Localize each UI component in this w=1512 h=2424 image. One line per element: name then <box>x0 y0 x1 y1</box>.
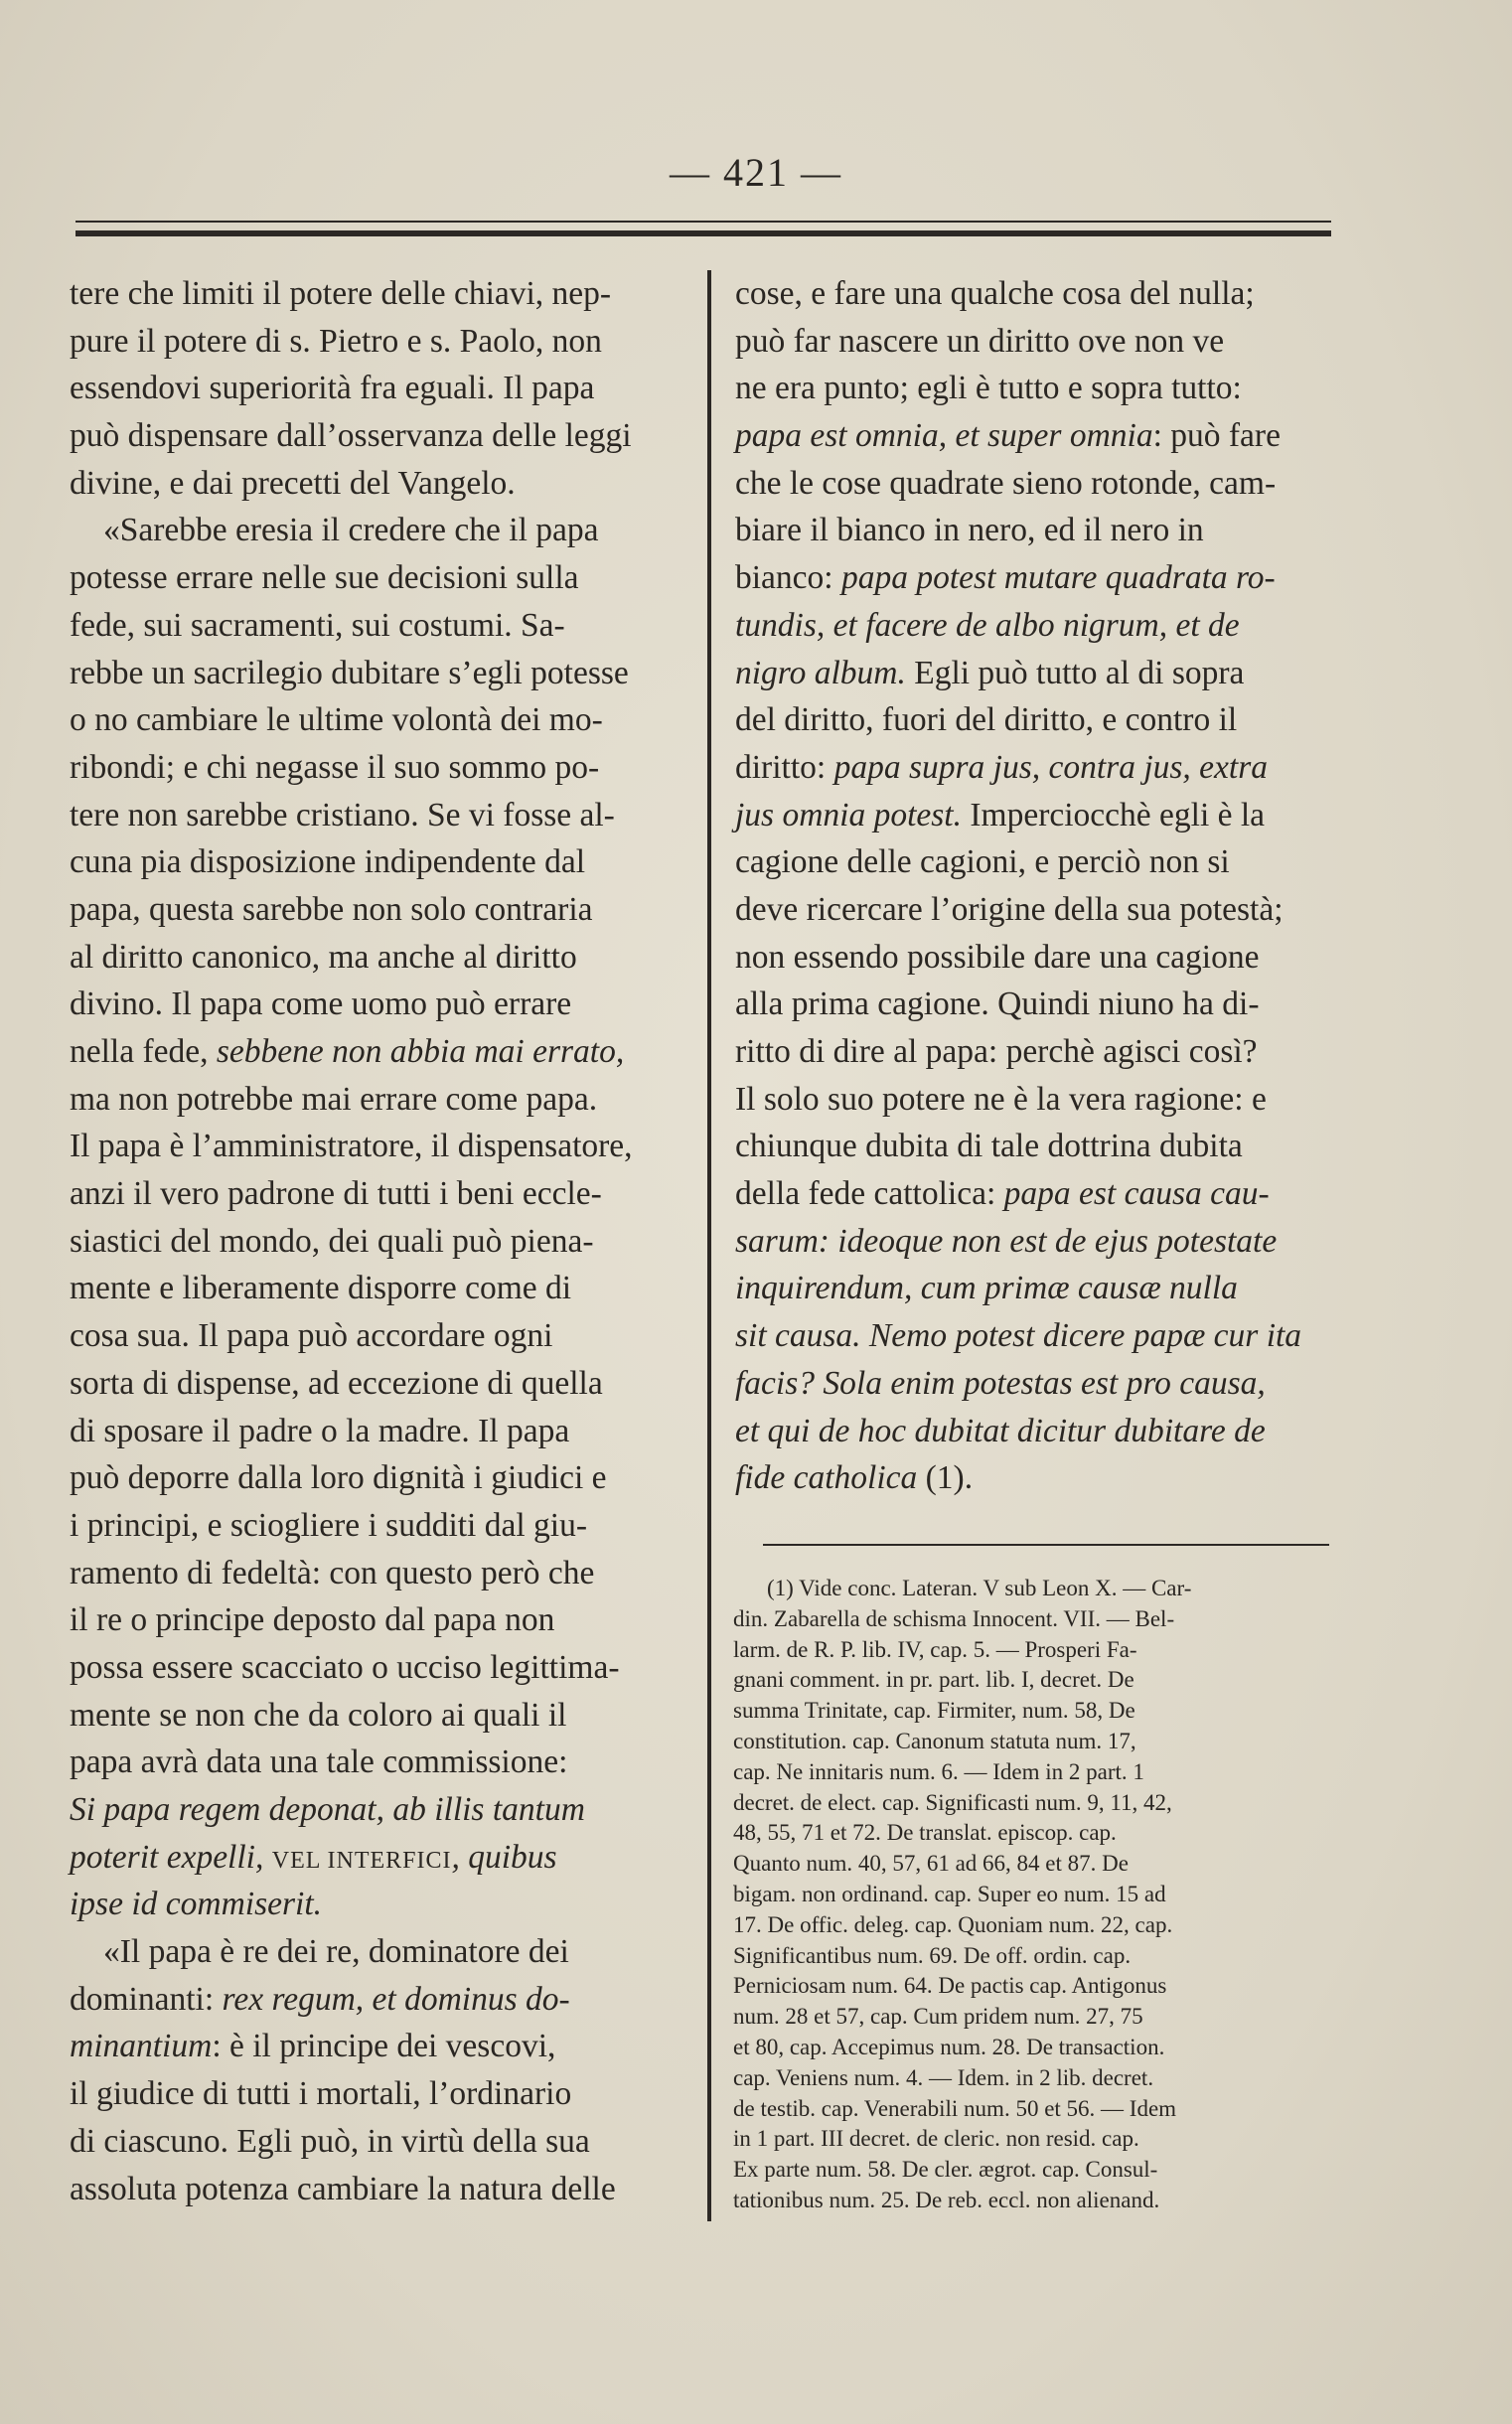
footnote-rule <box>763 1544 1329 1546</box>
text-line: divino. Il papa come uomo può errare <box>70 985 572 1023</box>
text-line: rebbe un sacrilegio dubitare s’egli potesse <box>70 654 629 691</box>
text-line: nella fede, <box>70 1033 217 1070</box>
header-rule-thick <box>76 230 1331 236</box>
text-line: chiunque dubita di tale dottrina dubita <box>735 1128 1243 1165</box>
text-line: ramento di fedeltà: con questo però che <box>70 1554 595 1591</box>
latin-phrase: papa est causa cau- <box>1003 1175 1270 1213</box>
latin-phrase: rex regum, et dominus do- <box>222 1980 570 2018</box>
text-line: Imperciocchè egli è la <box>962 796 1266 833</box>
latin-phrase: et qui de hoc dubitat dicitur dubitare de <box>735 1412 1266 1449</box>
text-line: può deporre dalla loro dignità i giudici e <box>70 1459 607 1497</box>
latin-phrase: facis? Sola enim potestas est pro causa, <box>735 1364 1266 1402</box>
text-line: al diritto canonico, ma anche al diritto <box>70 938 577 976</box>
text-line: Egli può tutto al di sopra <box>905 654 1245 691</box>
text-line: ribondi; e chi negasse il suo sommo po- <box>70 748 600 786</box>
right-column <box>735 270 1345 1502</box>
text-line: può dispensare dall’osservanza delle leggi <box>70 417 632 455</box>
text-line: «Il papa è re dei re, dominatore dei <box>103 1933 569 1971</box>
text-line: papa avrà data una tale commissione: <box>70 1743 568 1781</box>
text-line: bianco: <box>735 559 841 597</box>
text-line: essendovi superiorità fra eguali. Il papa <box>70 370 595 407</box>
footnote-line: bigam. non ordinand. cap. Super eo num. 15 ad <box>733 1881 1166 1906</box>
footnote-line: din. Zabarella de schisma Innocent. VII. — Bel- <box>733 1605 1175 1631</box>
footnote-line: (1) Vide conc. Lateran. V sub Leon X. — Car- <box>767 1576 1192 1600</box>
text-line: anzi il vero padrone di tutti i beni eccle- <box>70 1175 602 1213</box>
footnote-line: tationibus num. 25. De reb. eccl. non alienand. <box>733 2187 1160 2212</box>
footnote-line: Ex parte num. 58. De cler. ægrot. cap. Consul- <box>733 2157 1158 2183</box>
text-line: i principi, e sciogliere i sudditi dal giu- <box>70 1506 588 1544</box>
latin-phrase: Si papa regem deponat, ab illis tantum <box>70 1791 585 1828</box>
footnote-line: 17. De offic. deleg. cap. Quoniam num. 22, cap. <box>733 1911 1173 1937</box>
latin-phrase: tundis, et facere de albo nigrum, et de <box>735 606 1240 644</box>
footnote-line: 48, 55, 71 et 72. De translat. episcop. cap. <box>733 1820 1117 1846</box>
text-line: del diritto, fuori del diritto, e contro il <box>735 701 1238 739</box>
text-line: tere che limiti il potere delle chiavi, nep- <box>70 275 612 312</box>
text-line: tere non sarebbe cristiano. Se vi fosse al- <box>70 796 615 833</box>
footnote-line: decret. de elect. cap. Significasti num. 9, 11, 42, <box>733 1789 1172 1815</box>
text-line: ma non potrebbe mai errare come papa. <box>70 1080 598 1118</box>
footnote-line: in 1 part. III decret. de cleric. non resid. cap. <box>733 2126 1139 2152</box>
text-line: ritto di dire al papa: perchè agisci così? <box>735 1033 1258 1070</box>
latin-phrase: papa supra jus, contra jus, extra <box>833 748 1269 786</box>
text-line: siastici del mondo, dei quali può piena- <box>70 1222 594 1260</box>
text-line: mente e liberamente disporre come di <box>70 1270 572 1307</box>
latin-phrase: sebbene non abbia mai errato, <box>216 1033 625 1070</box>
footnote-line: constitution. cap. Canonum statuta num. 17, <box>733 1728 1136 1753</box>
text-line: biare il bianco in nero, ed il nero in <box>735 512 1204 549</box>
text-line: di sposare il padre o la madre. Il papa <box>70 1412 570 1449</box>
text-line: della fede cattolica: <box>735 1175 1004 1213</box>
footnote-line: cap. Veniens num. 4. — Idem. in 2 lib. decret. <box>733 2064 1154 2090</box>
text-line: che le cose quadrate sieno rotonde, cam- <box>735 464 1277 502</box>
text-line: deve ricercare l’origine della sua potestà; <box>735 890 1284 928</box>
left-column <box>70 270 670 2212</box>
footnote-line: Perniciosam num. 64. De pactis cap. Antigonus <box>733 1973 1167 1999</box>
text-line: fede, sui sacramenti, sui costumi. Sa- <box>70 606 565 644</box>
text-line: divine, e dai precetti del Vangelo. <box>70 464 516 502</box>
text-line: può far nascere un diritto ove non ve <box>735 322 1225 360</box>
text-line: : può fare <box>1152 417 1281 455</box>
page-number: — 421 — <box>670 150 842 195</box>
text-line: «Sarebbe eresia il credere che il papa <box>103 512 599 549</box>
text-line: di ciascuno. Egli può, in virtù della sua <box>70 2122 590 2160</box>
footnote-line: et 80, cap. Accepimus num. 28. De transaction. <box>733 2034 1165 2059</box>
text-line: possa essere scacciato o ucciso legittima- <box>70 1648 620 1686</box>
text-line: Il solo suo potere ne è la vera ragione: e <box>735 1080 1267 1118</box>
footnote <box>733 1574 1337 2216</box>
header-rule-thin <box>76 221 1331 223</box>
footnote-line: de testib. cap. Venerabili num. 50 et 56. — Idem <box>733 2095 1177 2121</box>
footnote-line: gnani comment. in pr. part. lib. I, decret. De <box>733 1667 1134 1693</box>
text-line: assoluta potenza cambiare la natura delle <box>70 2170 616 2207</box>
footnote-marker: (1). <box>917 1459 974 1497</box>
column-divider <box>707 270 711 2221</box>
footnote-line: Significantibus num. 69. De off. ordin. cap. <box>733 1942 1132 1968</box>
latin-phrase: inquirendum, cum primæ causæ nulla <box>735 1270 1238 1307</box>
text-line: il giudice di tutti i mortali, l’ordinario <box>70 2075 572 2113</box>
small-caps-phrase: VEL INTERFICI <box>271 1847 452 1874</box>
text-line: mente se non che da coloro ai quali il <box>70 1696 567 1734</box>
text-line: Il papa è l’amministratore, il dispensatore, <box>70 1128 633 1165</box>
footnote-line: Quanto num. 40, 57, 61 ad 66, 84 et 87. De <box>733 1851 1129 1877</box>
text-line: alla prima cagione. Quindi niuno ha di- <box>735 985 1260 1023</box>
text-line: cosa sua. Il papa può accordare ogni <box>70 1317 553 1355</box>
text-line: cuna pia disposizione indipendente dal <box>70 843 586 881</box>
text-line: sorta di dispense, ad eccezione di quella <box>70 1364 603 1402</box>
text-line: diritto: <box>735 748 834 786</box>
latin-phrase: papa potest mutare quadrata ro- <box>840 559 1276 597</box>
text-line: cagione delle cagioni, e perciò non si <box>735 843 1230 881</box>
latin-phrase: nigro album. <box>735 654 906 691</box>
text-line: ne era punto; egli è tutto e sopra tutto: <box>735 370 1242 407</box>
latin-phrase: sit causa. Nemo potest dicere papæ cur ita <box>735 1317 1302 1355</box>
text-line: cose, e fare una qualche cosa del nulla; <box>735 275 1255 312</box>
latin-phrase: jus omnia potest. <box>735 796 962 833</box>
text-line: il re o principe deposto dal papa non <box>70 1601 555 1639</box>
latin-phrase: poterit expelli, <box>70 1838 272 1876</box>
text-line: o no cambiare le ultime volontà dei mo- <box>70 701 603 739</box>
footnote-line: num. 28 et 57, cap. Cum pridem num. 27, 75 <box>733 2004 1143 2030</box>
text-line: pure il potere di s. Pietro e s. Paolo, non <box>70 322 602 360</box>
latin-phrase: minantium <box>70 2028 213 2065</box>
footnote-line: summa Trinitate, cap. Firmiter, num. 58, De <box>733 1698 1135 1724</box>
text-line: papa, questa sarebbe non solo contraria <box>70 890 593 928</box>
latin-phrase: fide catholica <box>735 1459 918 1497</box>
footnote-line: larm. de R. P. lib. IV, cap. 5. — Prosperi Fa- <box>733 1636 1137 1662</box>
footnote-line: cap. Ne innitaris num. 6. — Idem in 2 part. 1 <box>733 1758 1144 1784</box>
text-line: : è il principe dei vescovi, <box>212 2028 556 2065</box>
latin-phrase: ipse id commiserit. <box>70 1886 323 1923</box>
text-line: potesse errare nelle sue decisioni sulla <box>70 559 579 597</box>
latin-phrase: sarum: ideoque non est de ejus potestate <box>735 1222 1278 1260</box>
latin-phrase: papa est omnia, et super omnia <box>735 417 1153 455</box>
text-line: non essendo possibile dare una cagione <box>735 938 1260 976</box>
text-line: dominanti: <box>70 1980 223 2018</box>
latin-phrase: , quibus <box>451 1838 557 1876</box>
